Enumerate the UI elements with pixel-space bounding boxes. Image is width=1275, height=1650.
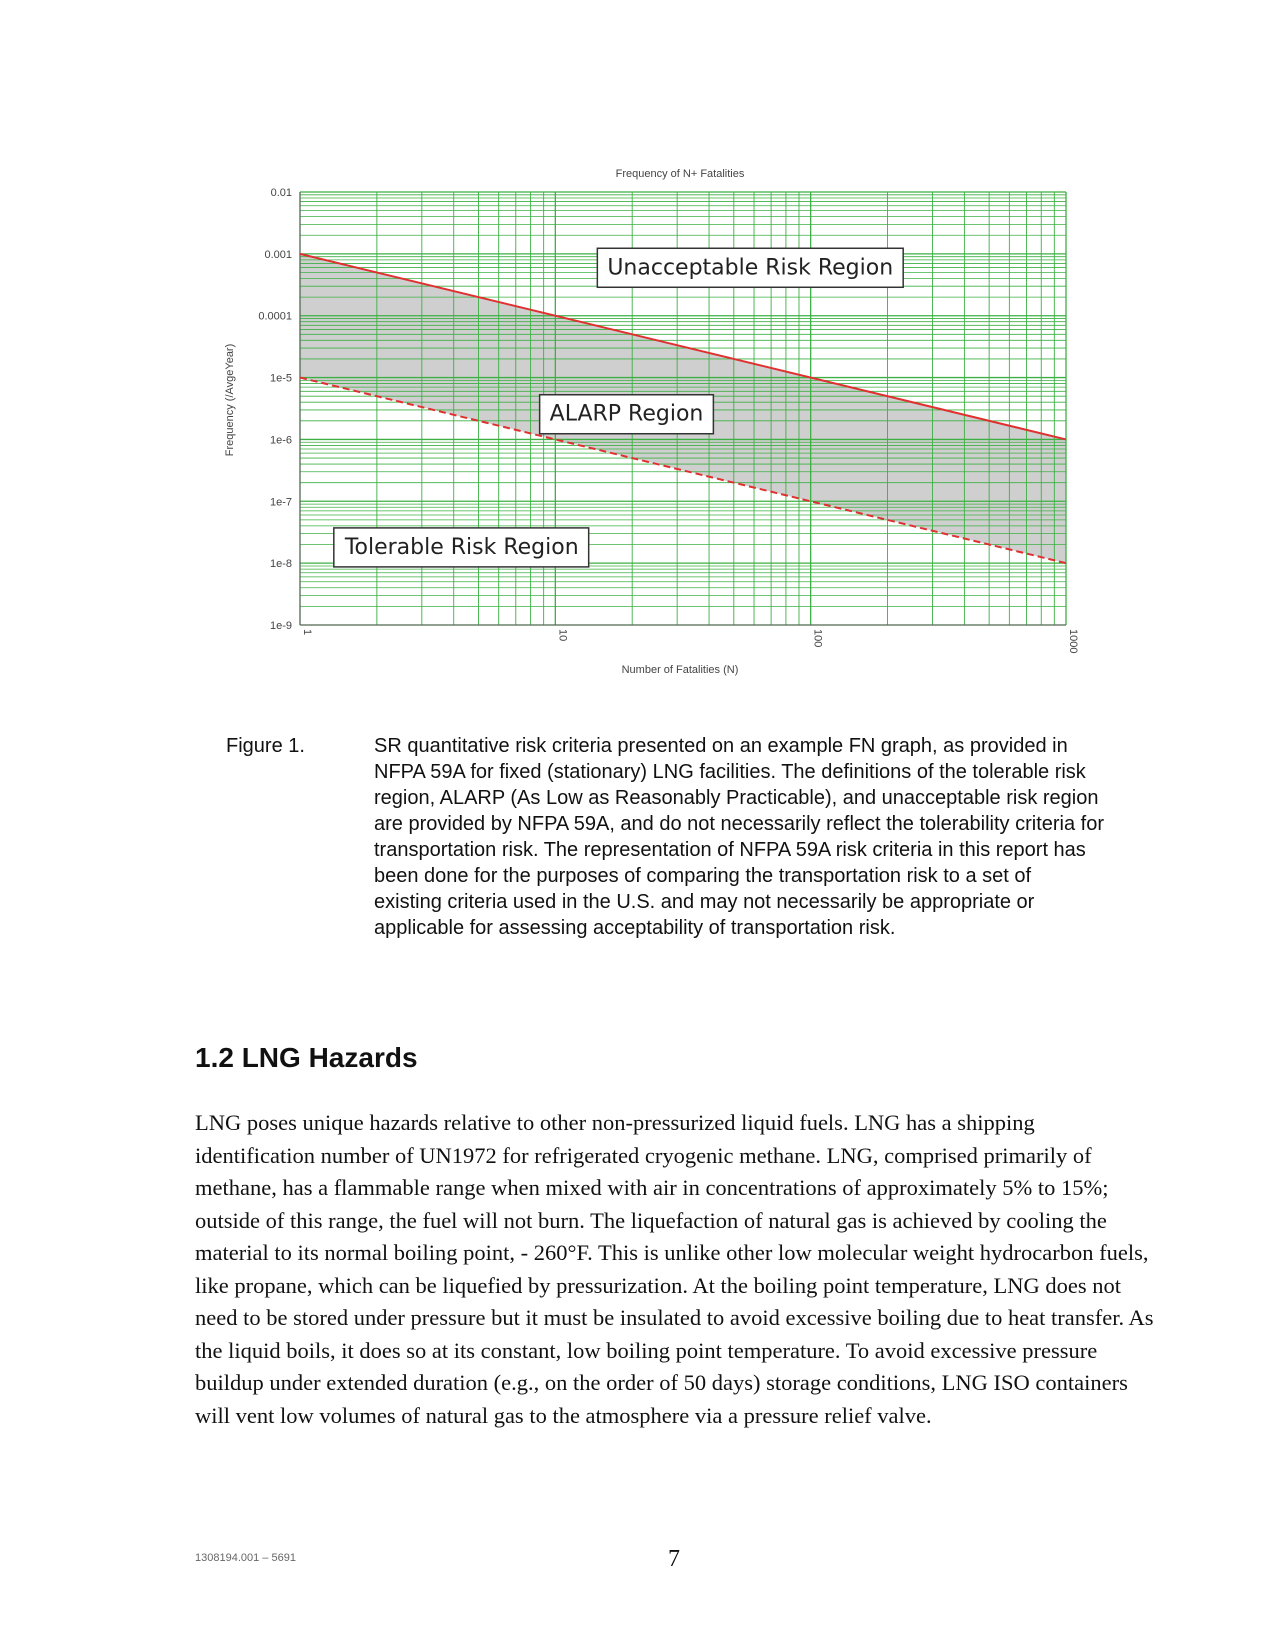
region-label: ALARP Region xyxy=(549,401,704,427)
section-body: LNG poses unique hazards relative to other non-pressurized liquid fuels. LNG has a shipping identification number of UN1972 for refrigerated cryogenic methane. LNG, comprised primarily of methane, has a flammable range when mixed with air in concentrations of approximately 5% to 15%; outside of this range, the fuel will not burn. The liquefaction of natural gas is achieved by cooling the material to its normal boiling point, - 260°F. This is unlike other low molecular weight hydrocarbon fuels, like propane, which can be liquefied by pressurization. At the boiling point temperature, LNG does not need to be stored under pressure but it must be insulated to avoid excessive boiling due to heat transfer. As the liquid boils, it does so at its constant, low boiling point temperature. To avoid excessive pressure buildup under extended duration (e.g., on the order of 50 days) storage conditions, LNG ISO containers will vent low volumes of natural gas to the atmosphere via a pressure relief valve. xyxy=(195,1110,1154,1428)
x-tick-label: 100 xyxy=(811,629,824,648)
y-axis-title: Frequency (/AvgeYear) xyxy=(224,343,236,457)
region-label: Tolerable Risk Region xyxy=(344,534,579,560)
y-tick-label: 0.0001 xyxy=(258,310,292,323)
fn-chart xyxy=(215,160,1115,700)
fn-graph-figure xyxy=(215,160,1115,700)
document-id: 1308194.001 – 5691 xyxy=(195,1552,296,1564)
y-tick-label: 1e-6 xyxy=(269,434,292,447)
region-label: Unacceptable Risk Region xyxy=(607,255,894,281)
chart-title: Frequency of N+ Fatalities xyxy=(615,168,745,180)
x-axis-title: Number of Fatalities (N) xyxy=(621,664,739,676)
y-tick-label: 1e-9 xyxy=(269,620,292,632)
y-tick-label: 1e-5 xyxy=(269,372,292,385)
x-tick-label: 1000 xyxy=(1067,629,1079,654)
section-heading: 1.2 LNG Hazards xyxy=(195,1042,418,1073)
x-tick-label: 1 xyxy=(301,629,313,636)
y-tick-label: 0.01 xyxy=(270,187,292,199)
page-number: 7 xyxy=(668,1546,680,1572)
figure-number: Figure 1. xyxy=(226,735,305,757)
y-tick-label: 1e-8 xyxy=(269,558,292,571)
y-tick-label: 1e-7 xyxy=(269,496,292,509)
y-tick-label: 0.001 xyxy=(264,248,292,261)
x-tick-label: 10 xyxy=(556,629,569,642)
figure-caption-text: SR quantitative risk criteria presented on an example FN graph, as provided in NFPA 59A for fixed (stationary) LNG facilities. The definitions of the tolerable risk region, ALARP (As Low as Reasonably Practicable), and unacceptable risk region are provided by NFPA 59A, and do not necessarily reflect the tolerability criteria for transportation risk. The representation of NFPA 59A risk criteria in this report has been done for the purposes of comparing the transportation risk to a set of existing criteria used in the U.S. and may not necessarily be appropriate or applicable for assessing acceptability of transportation risk. xyxy=(374,735,1104,939)
